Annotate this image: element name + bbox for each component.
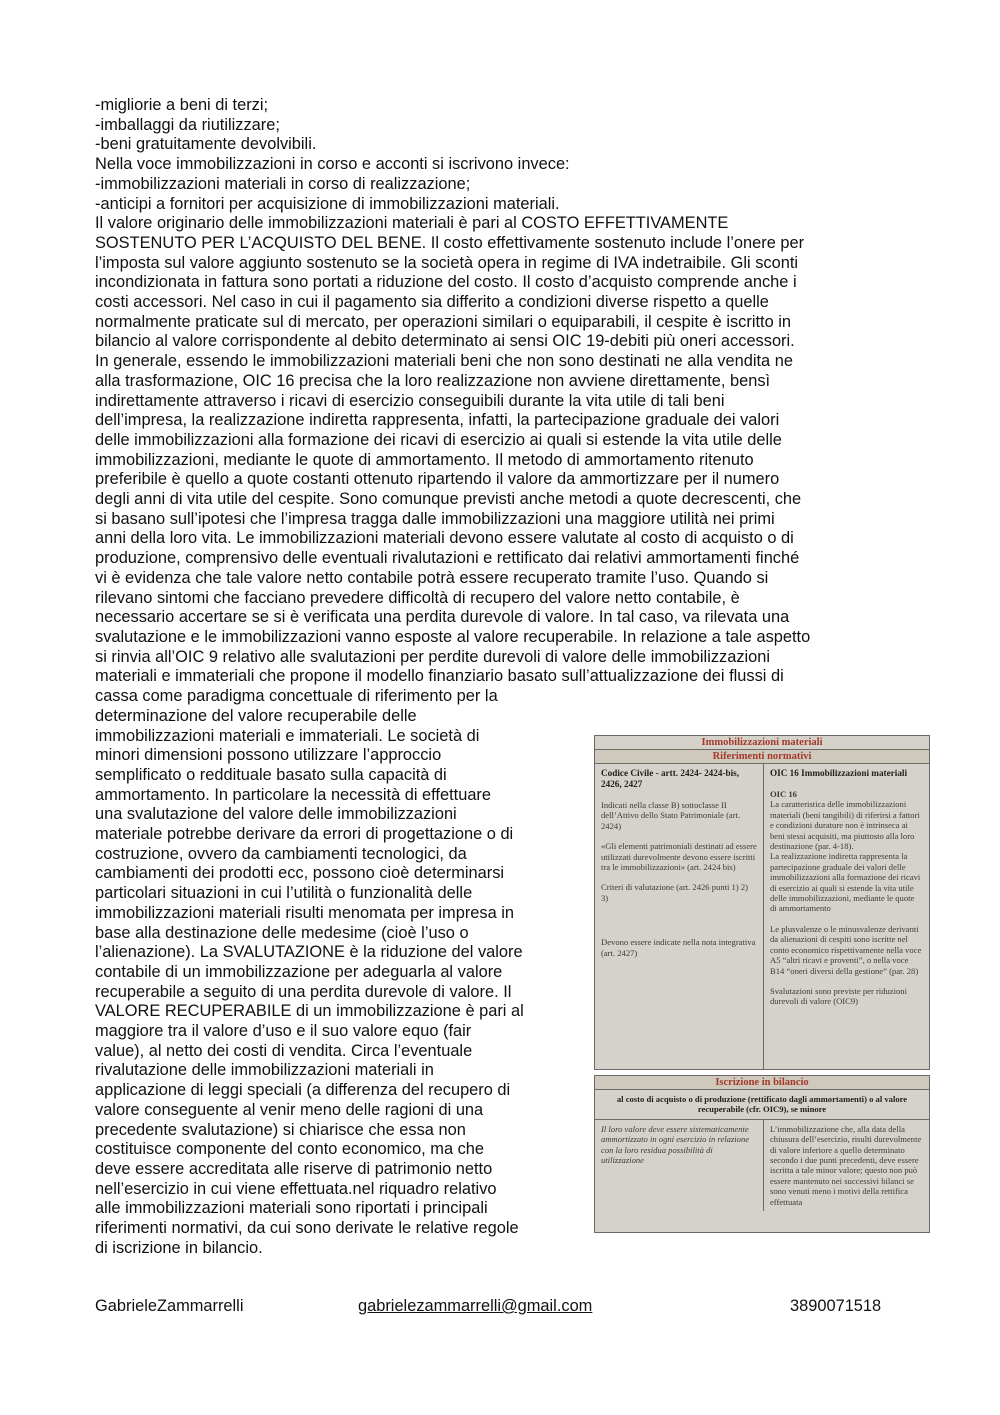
figure-left-column (595, 764, 764, 1069)
body-line: l’alienazione). La SVALUTAZIONE è la riduzione del valore (95, 943, 523, 962)
body-line: di iscrizione in bilancio. (95, 1238, 263, 1257)
body-line: necessario accertare se si è verificata una perdita durevole di valore. In tal caso, va rilevata una (95, 608, 790, 627)
body-line: preferibile è quello a quote costanti ottenuto ripartendo il valore da ammortizzare per il numero (95, 470, 780, 489)
body-line: immobilizzazioni materiali risulti menomata per impresa in (95, 903, 515, 922)
body-line: rilevano sintomi che facciano prevedere difficoltà di recupero del valore netto contabile, è (95, 588, 740, 607)
right-item: La realizzazione indiretta rappresenta la partecipazione graduale dei valori delle immobilizzazioni alla formazione dei ricavi di esercizio ai quali si estende la vita utile delle immobilizzazioni, mediante le quote di ammortamento (769, 851, 921, 914)
left-column-header: Codice Civile - artt. 2424- 2424-bis, 2426, 2427 (601, 768, 740, 789)
figure-scanned-table (594, 735, 930, 1233)
body-line: valore conseguente al venir meno delle ragioni di una (95, 1100, 484, 1119)
body-line: minori dimensioni possono utilizzare l’approccio (95, 746, 442, 765)
body-line: precedente svalutazione) si chiarisce che essa non (95, 1120, 466, 1139)
body-line: materiale potrebbe derivare da errori di progettazione o di (95, 825, 514, 844)
body-line: VALORE RECUPERABILE di un immobilizzazione è pari al (95, 1002, 524, 1021)
right-item: Svalutazioni sono previste per riduzioni durevoli di valore (OIC9) (769, 985, 907, 1007)
left-item: «Gli elementi patrimoniali destinati ad essere utilizzati durevolmente devono essere iscritti tra le immobilizzazioni» (art. 2424 bis) (601, 841, 757, 873)
body-line: -beni gratuitamente devolvibili. (95, 135, 317, 154)
body-line: delle immobilizzazioni alla formazione dei ricavi di esercizio ai quali si estende la vita utile delle (95, 430, 782, 449)
figure-box-iscrizione (594, 1075, 930, 1233)
body-line: base alla destinazione delle medesime (cioè l’uso o (95, 923, 469, 942)
body-line: riferimenti normativi, da cui sono derivate le relative regole (95, 1219, 519, 1238)
footer-name: GabrieleZammarrelli (95, 1297, 244, 1315)
figure-box2-columns (595, 1120, 929, 1211)
body-line: si rinvia all’OIC 9 relativo alle svalutazioni per perdite durevoli di valore delle immobilizzazioni (95, 647, 771, 666)
body-line: immobilizzazioni, mediante le quote di ammortamento. Il metodo di ammortamento ritenuto (95, 450, 754, 469)
body-line: anni della loro vita. Le immobilizzazioni materiali devono essere valutate al costo di acquisto o di (95, 529, 794, 548)
body-line: -migliorie a beni di terzi; (95, 96, 269, 114)
left-item: Criteri di valutazione (art. 2426 punti 1) 2) 3) (601, 882, 749, 903)
body-line: nell’esercizio in cui viene effettuata.nel riquadro relativo (95, 1179, 497, 1198)
body-line: rivalutazione delle immobilizzazioni materiali in (95, 1061, 434, 1080)
figure-box2-left: Il loro valore deve essere sistematicamente ammortizzato in ogni esercizio in relazione con la loro residua possibilità di utilizzazione (595, 1120, 764, 1211)
body-text-narrow (95, 707, 575, 1259)
body-line: cambiamenti dei prodotti ecc, possono cioè determinarsi (95, 864, 505, 883)
body-line: value), al netto dei costi di vendita. Circa l’eventuale (95, 1041, 473, 1060)
body-line: semplificato o reddituale basato sulla capacità di (95, 765, 447, 784)
body-line: contabile di un immobilizzazione per adeguarla al valore (95, 962, 503, 981)
figure-right-column (764, 764, 929, 1069)
body-line: bilancio al valore corrispondente al debito determinato ai sensi OIC 19-debiti più oneri accessori. (95, 332, 795, 351)
body-line: alla trasformazione, OIC 16 precisa che la loro realizzazione non avviene direttamente, bensì (95, 371, 771, 390)
body-line: recuperabile a seguito di una perdita durevole di valore. Il (95, 982, 512, 1001)
body-line: determinazione del valore recuperabile delle (95, 706, 417, 725)
figure-box2-right: L’immobilizzazione che, alla data della chiusura dell’esercizio, risulti durevolmente di valore inferiore a quello determinato secondo i due punti precedenti, deve essere iscritta a tale minor valore; questo non può essere mantenuto nei successivi bilanci se sono venuti meno i motivi della rettifica effettuata (769, 1123, 922, 1207)
body-line: una svalutazione del valore delle immobilizzazioni (95, 805, 457, 824)
body-line: indirettamente attraverso i ricavi di esercizio conseguibili durante la vita utile di tali beni (95, 391, 725, 410)
left-item: Indicati nella classe B) sottoclasse II dell’Attivo dello Stato Patrimoniale (art. 2424) (601, 800, 741, 831)
body-line: applicazione di leggi speciali (a differenza del recupero di (95, 1081, 511, 1100)
body-line: l’imposta sul valore aggiunto sostenuto se la società opera in regime di IVA indetraibile. Gli sconti (95, 253, 799, 272)
figure-title: Immobilizzazioni materiali (595, 736, 929, 750)
body-line: costruzione, ovvero da cambiamenti tecnologici, da (95, 844, 467, 863)
body-line: In generale, essendo le immobilizzazioni materiali beni che non sono destinati ne alla vendita ne (95, 352, 793, 371)
body-line: particolari situazioni in cui l’utilità o funzionalità delle (95, 884, 473, 903)
body-line: dell’impresa, la realizzazione indiretta rappresenta, infatti, la partecipazione graduale dei valori (95, 411, 780, 430)
footer-email-link[interactable]: gabrielezammarrelli@gmail.com (358, 1297, 593, 1315)
body-line: alle immobilizzazioni materiali sono riportati i principali (95, 1199, 488, 1218)
body-line: ammortamento. In particolare la necessità di effettuare (95, 785, 492, 804)
body-line: vi è evidenza che tale valore netto contabile potrà essere recuperato tramite l’uso. Quando si (95, 568, 769, 587)
body-line: produzione, comprensivo delle eventuali rivalutazioni e rettificato dai relativi ammortamenti finché (95, 549, 800, 568)
right-column-title: OIC 16 (769, 789, 797, 799)
body-line: materiali e immateriali che propone il modello finanziario basato sull’attualizzazione dei flussi di (95, 667, 784, 686)
body-text-full-width (95, 96, 915, 707)
body-line: svalutazione e le immobilizzazioni vanno esposte al valore recuperabile. In relazione a tale aspetto (95, 627, 811, 646)
body-line: immobilizzazioni materiali e immateriali. Le società di (95, 726, 480, 745)
left-item: Devono essere indicate nella nota integrativa (art. 2427) (601, 937, 756, 958)
body-line: costi accessori. Nel caso in cui il pagamento sia differito a condizioni diverse rispetto a quelle (95, 293, 769, 312)
figure-box2-header: al costo di acquisto o di produzione (rettificato dagli ammortamenti) o al valore recuperabile (cfr. OIC9), se minore (595, 1090, 929, 1120)
right-item: La caratteristica delle immobilizzazioni materiali (beni tangibili) di riferirsi a fattori e condizioni durature non è intrinseca ai beni stessi acquisiti, ma piuttosto alla loro destinazione (par. 4-18). (769, 799, 920, 852)
right-item: Le plusvalenze o le minusvalenze derivanti da alienazioni di cespiti sono iscritte nel conto economico rispettivamente nella voce A5 “altri ricavi e proventi”, o nella voce B14 “oneri diversi della gestione” (par. 28) (769, 923, 922, 976)
body-line: -imballaggi da riutilizzare; (95, 115, 280, 134)
body-line: deve essere accreditata alle riserve di patrimonio netto (95, 1159, 493, 1178)
footer-phone: 3890071518 (790, 1297, 882, 1315)
body-line: SOSTENUTO PER L’ACQUISTO DEL BENE. Il costo effettivamente sostenuto include l’onere per (95, 233, 805, 252)
body-line: degli anni di vita utile del cespite. Sono comunque previsti anche metodi a quote decrescenti, che (95, 490, 802, 509)
figure-columns (595, 764, 929, 1069)
body-line: incondizionata in fattura sono portati a riduzione del costo. Il costo d’acquisto comprende anche i (95, 273, 797, 292)
body-line: costituisce componente del conto economico, ma che (95, 1140, 485, 1159)
body-line: -anticipi a fornitori per acquisizione di immobilizzazioni materiali. (95, 194, 560, 213)
body-line: maggiore tra il valore d’uso e il suo valore equo (fair (95, 1022, 472, 1041)
figure-subtitle: Riferimenti normativi (595, 750, 929, 764)
body-line: si basano sull’ipotesi che l’impresa tragga dalle immobilizzazioni una maggiore utilità nei primi (95, 509, 775, 528)
figure-box2-title: Iscrizione in bilancio (595, 1076, 929, 1090)
body-line: cassa come paradigma concettuale di riferimento per la (95, 687, 498, 706)
body-line: -immobilizzazioni materiali in corso di realizzazione; (95, 174, 471, 193)
body-line: Nella voce immobilizzazioni in corso e acconti si iscrivono invece: (95, 155, 570, 174)
right-column-header: OIC 16 Immobilizzazioni materiali (769, 768, 908, 778)
body-line: normalmente praticate sul di mercato, per operazioni similari o equiparabili, il cespite è iscritto in (95, 312, 792, 331)
body-line: Il valore originario delle immobilizzazioni materiali è pari al COSTO EFFETTIVAMENTE (95, 214, 729, 233)
figure-box-references (594, 735, 930, 1070)
